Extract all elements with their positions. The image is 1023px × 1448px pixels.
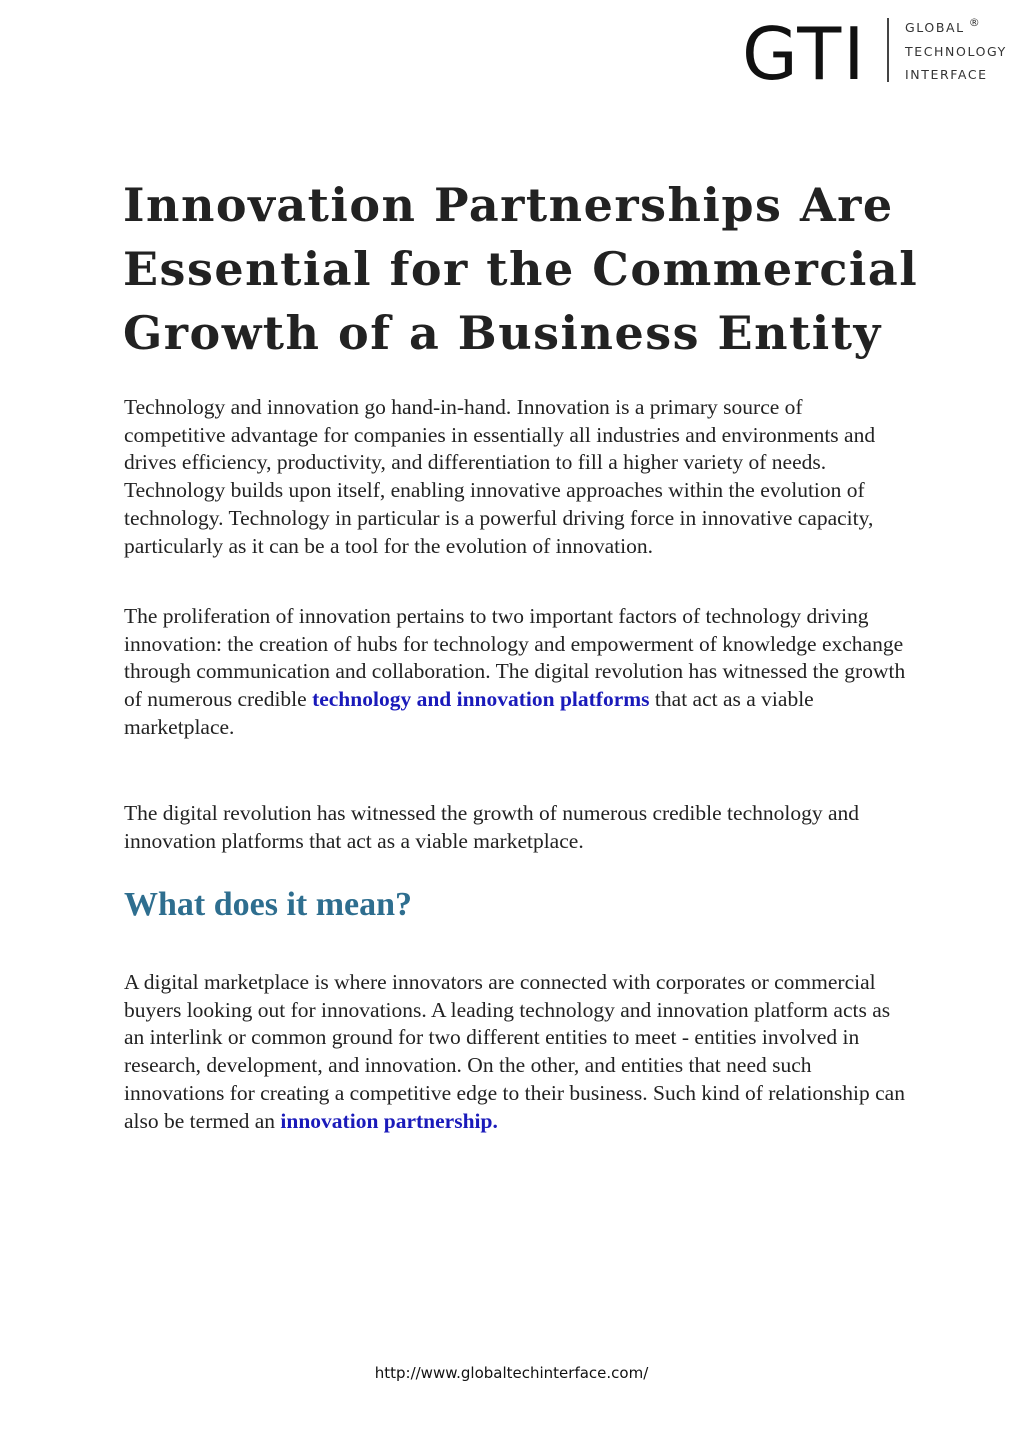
paragraph-marketplace (124, 969, 909, 1135)
technology-innovation-platforms-link[interactable]: technology and innovation platforms (312, 687, 650, 712)
paragraph-proliferation (124, 603, 909, 742)
section-heading: What does it mean? (124, 886, 413, 923)
paragraph-proliferation-text: The proliferation of innovation pertains to two important factors of technology driving innovation: the creation of hubs for technology and empowerment of knowledge exchange through communication and collaboration. The digital revolution has witnessed the growth of numerous credible (124, 604, 906, 712)
registered-mark: ® (968, 16, 982, 29)
paragraph-digital-revolution: The digital revolution has witnessed the growth of numerous credible technology and innovation platforms that act as a viable marketplace. (124, 801, 859, 853)
logo-line-global: GLOBAL (905, 20, 965, 35)
logo-divider (887, 18, 889, 82)
logo-line-technology: TECHNOLOGY (905, 44, 1007, 59)
innovation-partnership-link[interactable]: innovation partnership. (280, 1108, 498, 1133)
logo-line-interface: INTERFACE (905, 67, 988, 82)
logo-wordmark (905, 16, 1007, 86)
paragraph-proliferation-tail: that act as a viable marketplace. (124, 687, 814, 739)
gti-logo (742, 12, 1007, 96)
footer-url[interactable]: http://www.globaltechinterface.com/ (374, 1364, 649, 1382)
logo-mark: GTI (742, 12, 867, 96)
page-title: Innovation Partnerships Are Essential for the Commercial Growth of a Business Entity (123, 178, 919, 360)
paragraph-marketplace-text: A digital marketplace is where innovators are connected with corporates or commercial buyers looking out for innovations. A leading technology and innovation platform acts as an interlink or common ground for two different entities to meet - entities involved in research, development, and innovation. On the other, and entities that need such innovations for creating a competitive edge to their business. Such kind of relationship can also be termed an (124, 970, 905, 1133)
paragraph-intro: Technology and innovation go hand-in-hand. Innovation is a primary source of competitive advantage for companies in essentially all industries and environments and drives efficiency, productivity, and differentiation to fill a higher variety of needs. Technology builds upon itself, enabling innovative approaches within the evolution of technology. Technology in particular is a powerful driving force in innovative capacity, particularly as it can be a tool for the evolution of innovation. (124, 395, 876, 558)
